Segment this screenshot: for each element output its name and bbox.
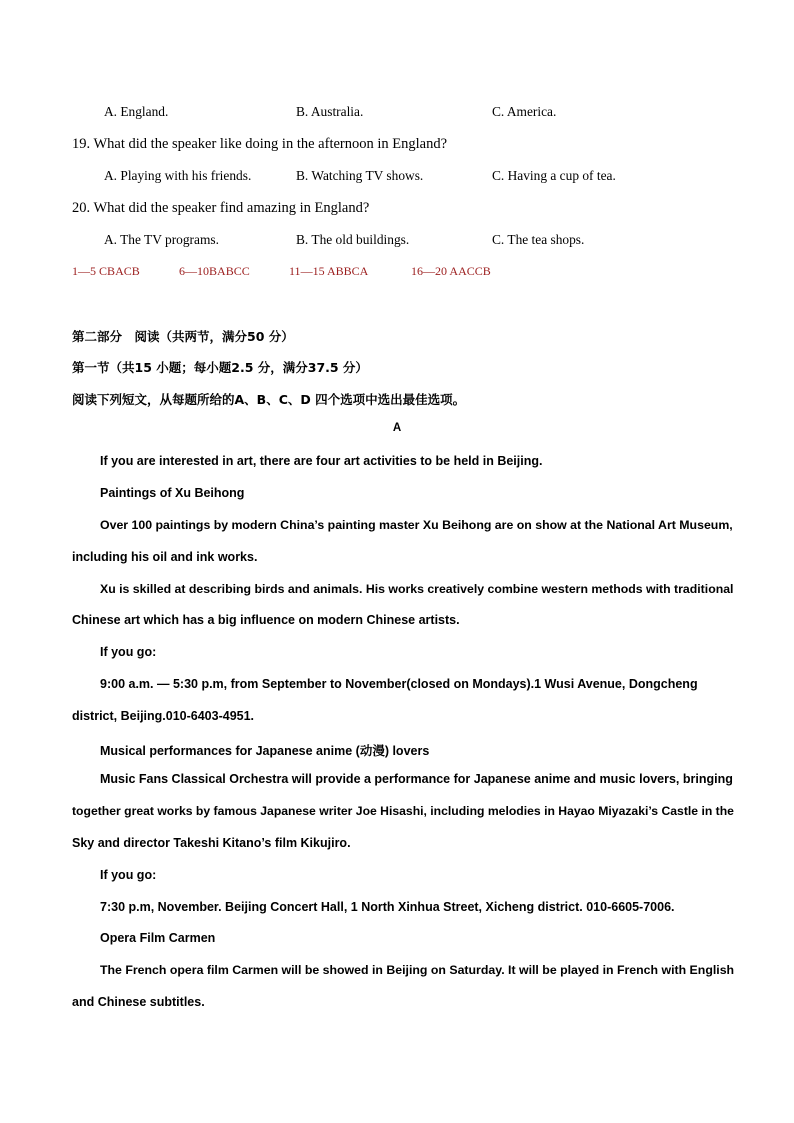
- instruction: 阅读下列短文，从每题所给的A、B、C、D 四个选项中选出最佳选项。: [72, 392, 466, 407]
- heading-musical-performances: Musical performances for Japanese anime (动漫) lovers: [100, 744, 430, 758]
- q20-option-c: C. The tea shops.: [492, 232, 585, 247]
- answer-group-3: 11—15 ABBCA: [289, 264, 369, 278]
- q19-options: [0, 168, 794, 188]
- q20-options: [0, 232, 794, 252]
- paragraph-line: The French opera film Carmen will be showed in Beijing on Saturday. It will be played in French with English: [100, 963, 735, 977]
- q18-option-a: A. England.: [104, 104, 169, 119]
- answer-key: [0, 264, 794, 284]
- q20-option-a: A. The TV programs.: [104, 232, 219, 247]
- paragraph-line: including his oil and ink works.: [72, 550, 258, 564]
- if-you-go-label: If you go:: [100, 645, 157, 659]
- q19-option-c: C. Having a cup of tea.: [492, 168, 616, 183]
- paragraph-line: Xu is skilled at describing birds and animals. His works creatively combine western methods with traditional: [100, 582, 734, 596]
- paragraph-line: 9:00 a.m. — 5:30 p.m, from September to November(closed on Mondays).1 Wusi Avenue, Dongcheng: [100, 677, 698, 691]
- q18-option-c: C. America.: [492, 104, 557, 119]
- heading-xu-beihong: Paintings of Xu Beihong: [100, 486, 245, 500]
- passage-label: A: [392, 422, 402, 434]
- q18-options: [0, 104, 794, 124]
- paragraph-line: Sky and director Takeshi Kitano’s film Kikujiro.: [72, 836, 351, 850]
- section-title: 第一节（共15 小题；每小题2.5 分，满分37.5 分）: [72, 360, 368, 375]
- paragraph-line: district, Beijing.010-6403-4951.: [72, 709, 255, 723]
- q20-question: 20. What did the speaker find amazing in England?: [72, 200, 370, 216]
- answer-group-4: 16—20 AACCB: [411, 264, 491, 278]
- passage-intro: If you are interested in art, there are four art activities to be held in Beijing.: [100, 454, 543, 468]
- paragraph-line: 7:30 p.m, November. Beijing Concert Hall, 1 North Xinhua Street, Xicheng district. 010-6605-7006.: [100, 900, 675, 914]
- paragraph-line: Over 100 paintings by modern China’s painting master Xu Beihong are on show at the National Art Museum,: [100, 518, 733, 532]
- paragraph-line: and Chinese subtitles.: [72, 995, 205, 1009]
- q19-option-b: B. Watching TV shows.: [296, 168, 424, 183]
- if-you-go-label: If you go:: [100, 868, 157, 882]
- paragraph-line: Music Fans Classical Orchestra will provide a performance for Japanese anime and music lovers, bringing: [100, 772, 733, 786]
- paragraph-line: Chinese art which has a big influence on modern Chinese artists.: [72, 613, 460, 627]
- answer-group-2: 6—10BABCC: [179, 264, 250, 278]
- paragraph-line: together great works by famous Japanese writer Joe Hisashi, including melodies in Hayao Miyazaki’s Castle in the: [72, 804, 734, 818]
- q18-option-b: B. Australia.: [296, 104, 364, 119]
- q19-option-a: A. Playing with his friends.: [104, 168, 252, 183]
- q19-question: 19. What did the speaker like doing in the afternoon in England?: [72, 136, 448, 152]
- q20-option-b: B. The old buildings.: [296, 232, 410, 247]
- part-title: 第二部分 阅读（共两节，满分50 分）: [72, 329, 294, 344]
- answer-group-1: 1—5 CBACB: [72, 264, 140, 278]
- heading-opera-film: Opera Film Carmen: [100, 931, 216, 945]
